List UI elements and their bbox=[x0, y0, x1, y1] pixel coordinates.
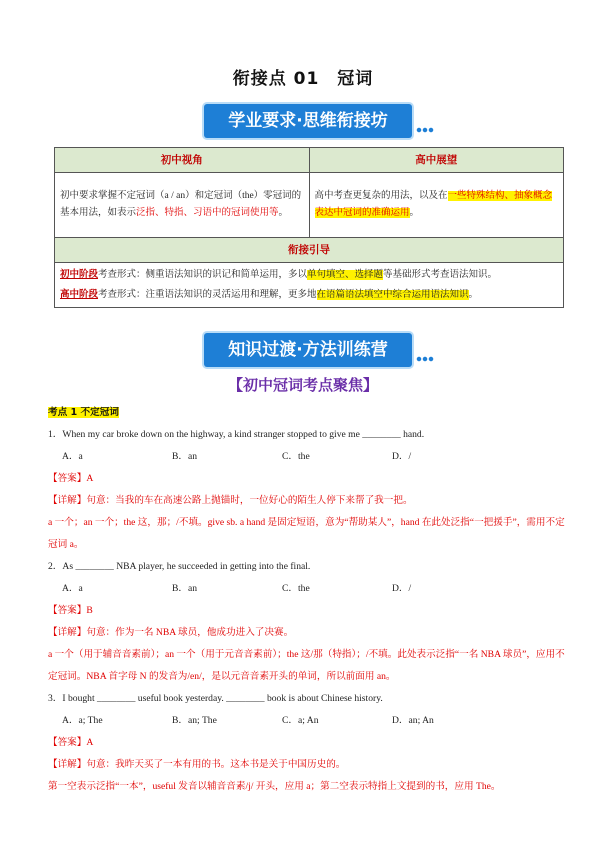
question-2 bbox=[48, 556, 570, 688]
col-header-senior: 高中展望 bbox=[309, 148, 564, 173]
answer: 【答案】A bbox=[48, 473, 94, 484]
page-title: 衔接点 01 冠词 bbox=[232, 69, 374, 89]
option-d: D．an; An bbox=[392, 715, 434, 726]
question-text: 1．When my car broke down on the highway, a kind stranger stopped to give me ________ hand. bbox=[48, 429, 425, 440]
option-c: C．the bbox=[282, 451, 310, 462]
option-b: B．an; The bbox=[172, 715, 217, 726]
option-b: B．an bbox=[172, 583, 198, 594]
junior-stage-row: 初中阶段考查形式：侧重语法知识的识记和简单运用，多以单句填空、选择题等基础形式考查语法知识。 bbox=[60, 270, 498, 280]
detail: 【详解】句意：我昨天买了一本有用的书。这本书是关于中国历史的。 bbox=[48, 759, 346, 770]
key-point-heading: 考点 1 不定冠词 bbox=[48, 407, 119, 418]
senior-stage-row: 高中阶段考查形式：注重语法知识的灵活运用和理解，更多地在语篇语法填空中综合运用语法知识。 bbox=[60, 290, 479, 300]
senior-cell: 高中考查更复杂的用法，以及在一些特殊结构、抽象概念表达中冠词的准确运用。 bbox=[309, 173, 564, 238]
answer: 【答案】B bbox=[48, 605, 93, 616]
options bbox=[48, 446, 570, 468]
requirements-table bbox=[54, 147, 564, 308]
banner-knowledge-transition: 知识过渡·方法训练营 bbox=[204, 333, 412, 367]
option-b: B．an bbox=[172, 451, 198, 462]
junior-cell: 初中要求掌握不定冠词（a / an）和定冠词（the）零冠词的基本用法，如表示泛指、特指、习语中的冠词使用等。 bbox=[55, 173, 310, 238]
options bbox=[48, 710, 570, 732]
option-a: A．a bbox=[62, 583, 83, 594]
stage-guidance-cell bbox=[55, 263, 564, 308]
question-1 bbox=[48, 424, 570, 556]
options bbox=[48, 578, 570, 600]
detail: 【详解】句意：当我的车在高速公路上抛锚时，一位好心的陌生人停下来帮了我一把。 bbox=[48, 495, 413, 506]
link-header: 衔接引导 bbox=[55, 238, 564, 263]
option-a: A．a; The bbox=[62, 715, 103, 726]
option-d: D．/ bbox=[392, 583, 412, 594]
question-text: 2．As ________ NBA player, he succeeded in getting into the final. bbox=[48, 561, 311, 572]
question-3 bbox=[48, 688, 570, 798]
answer: 【答案】A bbox=[48, 737, 94, 748]
banner-learning-requirements: 学业要求·思维衔接坊 bbox=[204, 104, 412, 138]
detail: 【详解】句意：作为一名 NBA 球员，他成功进入了决赛。 bbox=[48, 627, 294, 638]
option-c: C．a; An bbox=[282, 715, 319, 726]
explanation: 第一空表示泛指“一本”，useful 发音以辅音音素/j/ 开头，应用 a；第二空表示特指上文提到的书，应用 The。 bbox=[48, 781, 501, 792]
option-a: A．a bbox=[62, 451, 83, 462]
option-c: C．the bbox=[282, 583, 310, 594]
questions-content bbox=[48, 402, 570, 798]
section-title: 【初中冠词考点聚焦】 bbox=[227, 376, 378, 394]
col-header-junior: 初中视角 bbox=[55, 148, 310, 173]
question-text: 3．I bought ________ useful book yesterday. ________ book is about Chinese history. bbox=[48, 693, 383, 704]
explanation: a 一个（用于辅音音素前）；an 一个（用于元音音素前）；the 这/那（特指）；/不填。此处表示泛指“一名 NBA 球员”，应用不定冠词。NBA 首字母 N 的发音为/en/，是以元音音素开头的单词，所以前面用 an。 bbox=[48, 649, 565, 682]
option-d: D．/ bbox=[392, 451, 412, 462]
explanation: a 一个；an 一个；the 这，那；/不填。give sb. a hand 是固定短语，意为“帮助某人”，hand 在此处泛指“一把援手”，需用不定冠词 a。 bbox=[48, 517, 565, 550]
